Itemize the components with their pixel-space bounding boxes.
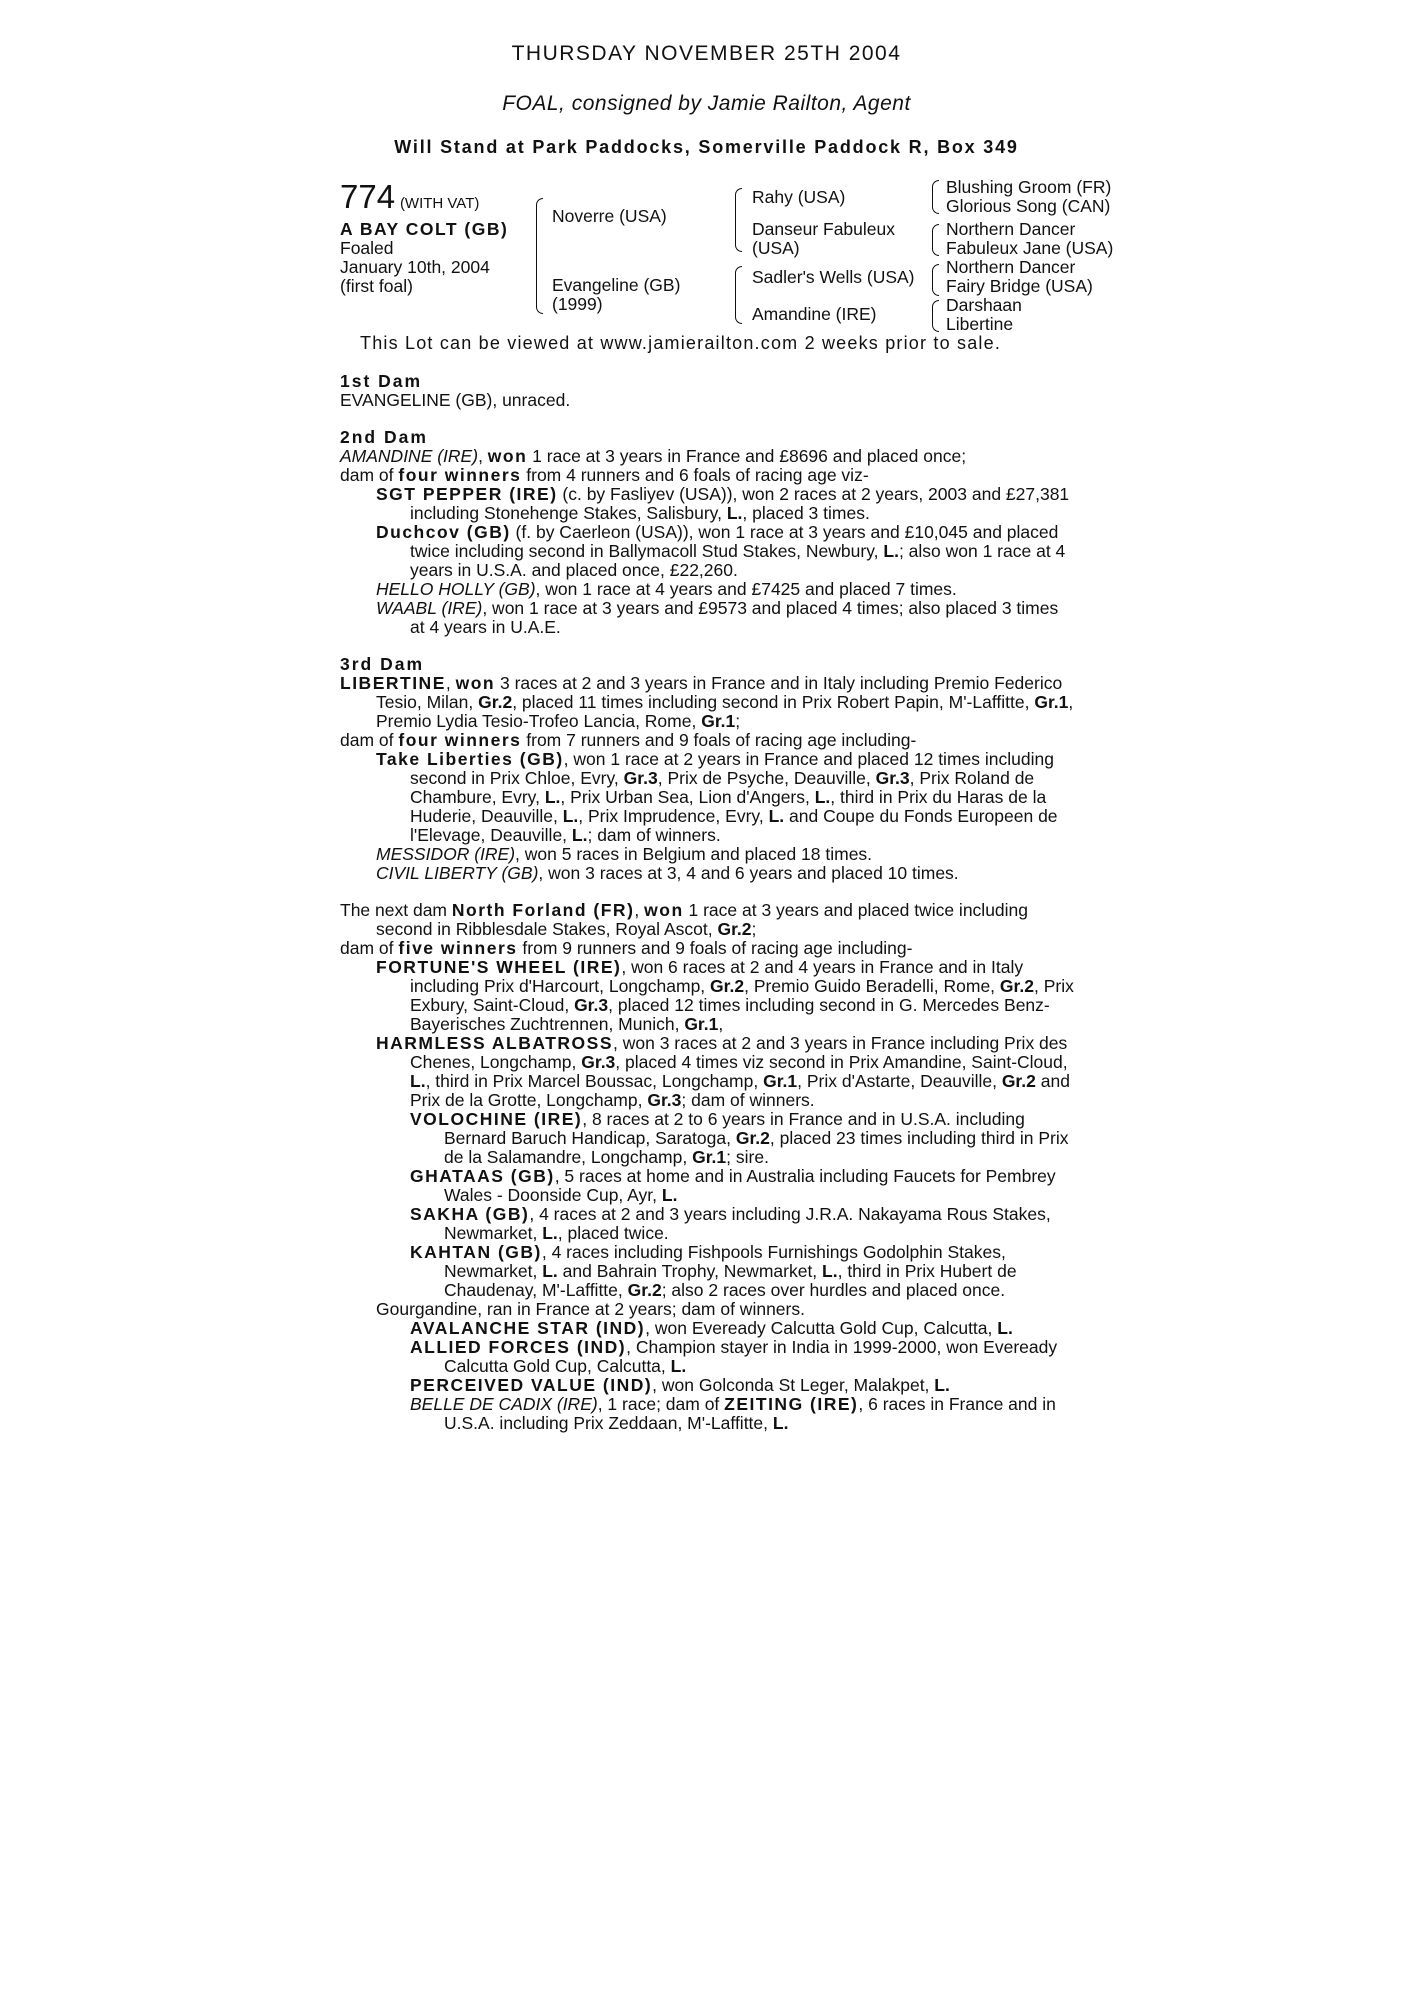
produce-entry: HELLO HOLLY (GB), won 1 race at 4 years and £7425 and placed 7 times.: [376, 579, 957, 599]
amandine-entry: AMANDINE (IRE), won 1 race at 3 years in France and £8696 and placed once;: [340, 446, 967, 466]
sire-dam-line2: (USA): [752, 238, 800, 258]
lot-number: 774: [340, 178, 396, 215]
sire-dam-line1: Danseur Fabuleux: [752, 219, 895, 239]
pedigree-brace-g4: [932, 300, 939, 332]
sire: Noverre (USA): [552, 206, 667, 226]
next-dam-produce: dam of five winners from 9 runners and 9 foals of racing age including-: [340, 938, 913, 958]
first-dam-text: EVANGELINE (GB), unraced.: [340, 390, 571, 410]
produce-entry: SGT PEPPER (IRE) (c. by Fasliyev (USA)), won 2 races at 2 years, 2003 and £27,381 including Stonehenge Stakes, Salisbury, L., placed 3 times.: [376, 484, 1070, 523]
view-note: This Lot can be viewed at www.jamierailton.com 2 weeks prior to sale.: [360, 333, 1002, 353]
granddam-1: Glorious Song (CAN): [946, 196, 1111, 216]
produce-entry: MESSIDOR (IRE), won 5 races in Belgium and placed 18 times.: [376, 844, 873, 864]
dam-sire: Sadler's Wells (USA): [752, 267, 915, 287]
third-dam-heading: 3rd Dam: [340, 654, 425, 674]
produce-entry: WAABL (IRE), won 1 race at 3 years and £9573 and placed 4 times; also placed 3 times at 4 years in U.A.E.: [376, 598, 1059, 637]
granddam-4: Libertine: [946, 314, 1014, 334]
grandsire-4: Darshaan: [946, 295, 1022, 315]
produce-entry: Duchcov (GB) (f. by Caerleon (USA)), won 1 race at 3 years and £10,045 and placed twice including second in Ballymacoll Stud Stakes, Newbury, L.; also won 1 race at 4 years in U.S.A. and placed once, £22,260.: [376, 522, 1066, 580]
granddam-2: Fabuleux Jane (USA): [946, 238, 1114, 258]
produce-entry: VOLOCHINE (IRE), 8 races at 2 to 6 years in France and in U.S.A. including Bernard Baruch Handicap, Saratoga, Gr.2, placed 23 times including third in Prix de la Salamandre, Longchamp, Gr.1; sire.: [410, 1109, 1069, 1167]
produce-entry: AVALANCHE STAR (IND), won Eveready Calcutta Gold Cup, Calcutta, L.: [410, 1318, 1013, 1338]
dam: Evangeline (GB): [552, 275, 681, 295]
pedigree-brace-main: [536, 198, 543, 314]
pedigree-brace-g1: [932, 180, 939, 214]
lot-number-line: [340, 180, 479, 214]
produce-entry: GHATAAS (GB), 5 races at home and in Australia including Faucets for Pembrey Wales - Doonside Cup, Ayr, L.: [410, 1166, 1056, 1205]
pedigree-brace-dam: [735, 266, 742, 324]
libertine-entry: LIBERTINE, won 3 races at 2 and 3 years in France and in Italy including Premio Federico Tesio, Milan, Gr.2, placed 11 times including second in Prix Robert Papin, M'-Laffitte, Gr.1, Premio Lydia Tesio-Trofeo Lancia, Rome, Gr.1;: [340, 673, 1074, 731]
produce-entry: Take Liberties (GB), won 1 race at 2 years in France and placed 12 times including second in Prix Chloe, Evry, Gr.3, Prix de Psyche, Deauville, Gr.3, Prix Roland de Chambure, Evry, L., Prix Urban Sea, Lion d'Angers, L., third in Prix du Haras de la Huderie, Deauville, L., Prix Imprudence, Evry, L. and Coupe du Fonds Europeen de l'Elevage, Deauville, L.; dam of winners.: [376, 749, 1058, 845]
grandsire-3: Northern Dancer: [946, 257, 1076, 277]
produce-entry: BELLE DE CADIX (IRE), 1 race; dam of ZEITING (IRE), 6 races in France and in U.S.A. including Prix Zeddaan, M'-Laffitte, L.: [410, 1394, 1056, 1433]
lot-name: A BAY COLT (GB): [340, 219, 509, 239]
grandsire-2: Northern Dancer: [946, 219, 1076, 239]
produce-entry: HARMLESS ALBATROSS, won 3 races at 2 and 3 years in France including Prix des Chenes, Longchamp, Gr.3, placed 4 times viz second in Prix Amandine, Saint-Cloud, L., third in Prix Marcel Boussac, Longchamp, Gr.1, Prix d'Astarte, Deauville, Gr.2 and Prix de la Grotte, Longchamp, Gr.3; dam of winners.: [376, 1033, 1070, 1110]
foaled-date: January 10th, 2004: [340, 257, 490, 277]
produce-entry: SAKHA (GB), 4 races at 2 and 3 years including J.R.A. Nakayama Rous Stakes, Newmarket, L., placed twice.: [410, 1204, 1051, 1243]
consignor-line: FOAL, consigned by Jamie Railton, Agent: [502, 92, 911, 115]
sale-date: THURSDAY NOVEMBER 25TH 2004: [511, 42, 902, 65]
produce-entry: Gourgandine, ran in France at 2 years; dam of winners.: [376, 1299, 805, 1319]
dam-dam: Amandine (IRE): [752, 304, 877, 324]
foaled-label: Foaled: [340, 238, 394, 258]
produce-entry: PERCEIVED VALUE (IND), won Golconda St Leger, Malakpet, L.: [410, 1375, 950, 1395]
third-dam-produce: dam of four winners from 7 runners and 9 foals of racing age including-: [340, 730, 917, 750]
second-dam-heading: 2nd Dam: [340, 427, 428, 447]
grandsire-1: Blushing Groom (FR): [946, 177, 1112, 197]
granddam-3: Fairy Bridge (USA): [946, 276, 1093, 296]
first-dam-heading: 1st Dam: [340, 371, 423, 391]
pedigree-notes: [340, 372, 1075, 1433]
pedigree-brace-g2: [932, 224, 939, 256]
produce-entry: FORTUNE'S WHEEL (IRE), won 6 races at 2 and 4 years in France and in Italy including Prix d'Harcourt, Longchamp, Gr.2, Premio Guido Beradelli, Rome, Gr.2, Prix Exbury, Saint-Cloud, Gr.3, placed 12 times including second in G. Mercedes Benz-Bayerisches Zuchtrennen, Munich, Gr.1,: [376, 957, 1074, 1034]
produce-entry: CIVIL LIBERTY (GB), won 3 races at 3, 4 and 6 years and placed 10 times.: [376, 863, 959, 883]
second-dam-produce: dam of four winners from 4 runners and 6 foals of racing age viz-: [340, 465, 869, 485]
dam-year: (1999): [552, 294, 603, 314]
next-dam-entry: The next dam North Forland (FR), won 1 race at 3 years and placed twice including second in Ribblesdale Stakes, Royal Ascot, Gr.2;: [340, 900, 1029, 939]
pedigree-brace-g3: [932, 264, 939, 296]
stand-location: Will Stand at Park Paddocks, Somerville Paddock R, Box 349: [394, 137, 1019, 157]
vat-label: (WITH VAT): [399, 195, 480, 212]
sire-sire: Rahy (USA): [752, 187, 846, 207]
first-foal: (first foal): [340, 276, 413, 296]
produce-entry: ALLIED FORCES (IND), Champion stayer in India in 1999-2000, won Eveready Calcutta Gold Cup, Calcutta, L.: [410, 1337, 1058, 1376]
produce-entry: KAHTAN (GB), 4 races including Fishpools Furnishings Godolphin Stakes, Newmarket, L. and Bahrain Trophy, Newmarket, L., third in Prix Hubert de Chaudenay, M'-Laffitte, Gr.2; also 2 races over hurdles and placed once.: [410, 1242, 1017, 1300]
pedigree-brace-sire: [735, 188, 742, 252]
